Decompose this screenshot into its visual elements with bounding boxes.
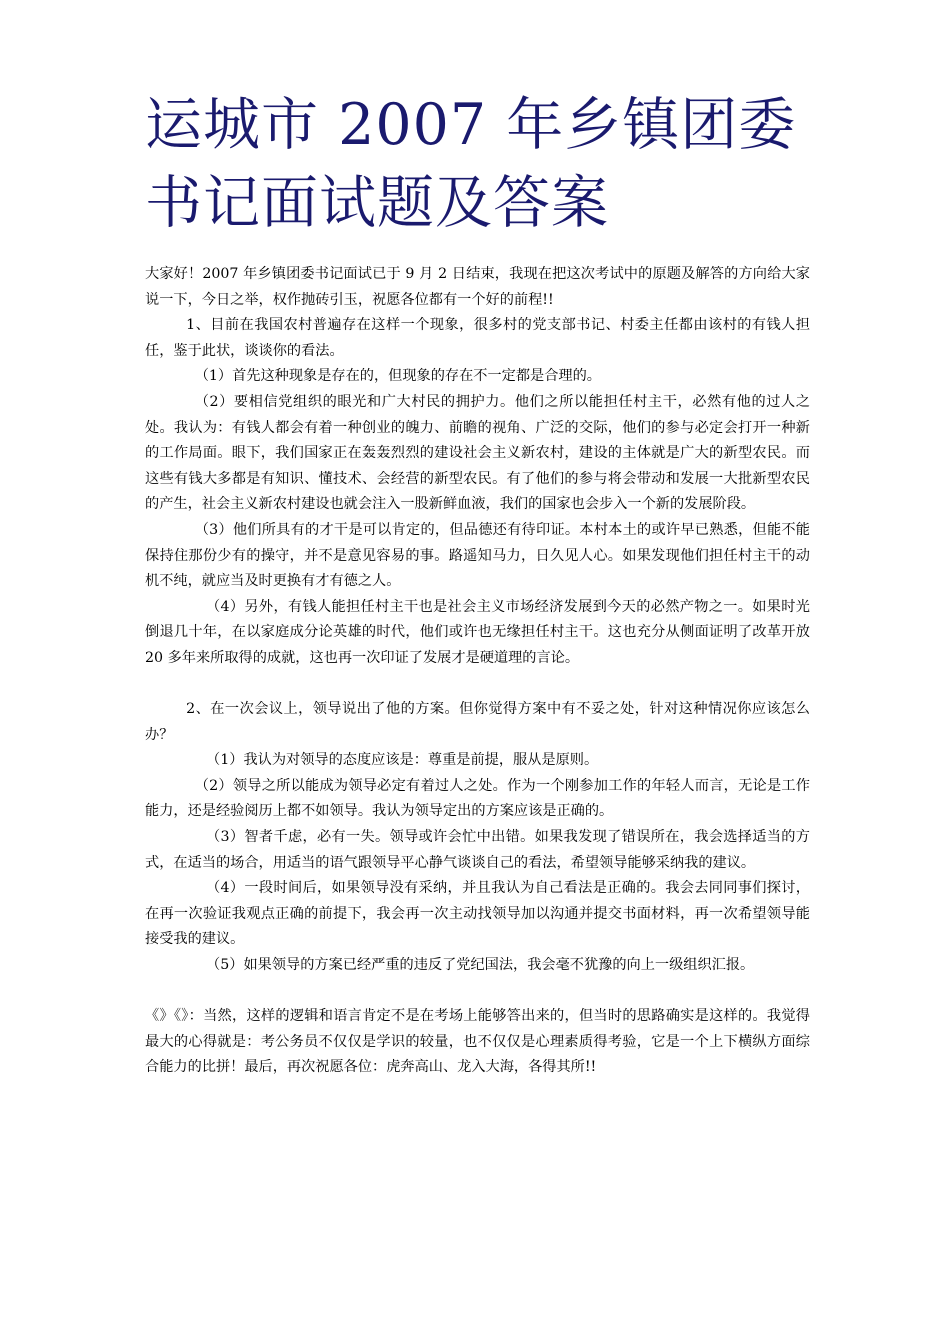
q2-answer-1: （1）我认为对领导的态度应该是：尊重是前提，服从是原则。 bbox=[206, 752, 599, 769]
intro-paragraph: 大家好！2007 年乡镇团委书记面试已于 9 月 2 日结束，我现在把这次考试中的原题及解答的方向给大家说一下，今日之举，权作抛砖引玉，祝愿各位都有一个好的前程!! bbox=[145, 266, 810, 308]
q2-answer-4: （4）一段时间后，如果领导没有采纳，并且我认为自己看法是正确的。我会去同同事们探讨，在再一次验证我观点正确的前提下，我会再一次主动找领导加以沟通并提交书面材料，再一次希望领导能接受我的建议。 bbox=[145, 880, 810, 948]
q1-answer-4: （4）另外，有钱人能担任村主干也是社会主义市场经济发展到今天的必然产物之一。如果时光倒退几十年，在以家庭成分论英雄的时代，他们或许也无缘担任村主干。这也充分从侧面证明了改革开放 20 多年来所取得的成就，这也再一次印证了发展才是硬道理的言论。 bbox=[145, 598, 810, 666]
q1-answer-2: （2）要相信党组织的眼光和广大村民的拥护力。他们之所以能担任村主干，必然有他的过人之处。我认为：有钱人都会有着一种创业的魄力、前瞻的视角、广泛的交际，他们的参与必定会打开一种新的工作局面。眼下，我们国家正在轰轰烈烈的建设社会主义新农村，建设的主体就是广大的新型农民。而这些有钱大多都是有知识、懂技术、会经营的新型农民。有了他们的参与将会带动和发展一大批新型农民的产生，社会主义新农村建设也就会注入一股新鲜血液，我们的国家也会步入一个新的发展阶段。 bbox=[145, 393, 810, 513]
section-spacer bbox=[145, 672, 810, 698]
section-spacer bbox=[145, 979, 810, 1005]
document-body bbox=[145, 262, 810, 1081]
page-title: 运城市 2007 年乡镇团委书记面试题及答案 bbox=[145, 92, 797, 236]
closing-paragraph: 《》《》：当然，这样的逻辑和语言肯定不是在考场上能够答出来的，但当时的思路确实是这样的。我觉得最大的心得就是：考公务员不仅仅是学识的较量，也不仅仅是心理素质得考验，它是一个上下横纵方面综合能力的比拼！最后，再次祝愿各位：虎奔高山、龙入大海，各得其所!! bbox=[145, 1008, 810, 1076]
q2-answer-3: （3）智者千虑，必有一失。领导或许会忙中出错。如果我发现了错误所在，我会选择适当的方式，在适当的场合，用适当的语气跟领导平心静气谈谈自己的看法，希望领导能够采纳我的建议。 bbox=[145, 829, 810, 871]
q1-answer-3: （3）他们所具有的才干是可以肯定的，但品德还有待印证。本村本土的或许早已熟悉，但能不能保持住那份少有的操守，并不是意见容易的事。路遥知马力，日久见人心。如果发现他们担任村主干的动机不纯，就应当及时更换有才有德之人。 bbox=[145, 521, 810, 590]
q2-answer-2: （2）领导之所以能成为领导必定有着过人之处。作为一个刚参加工作的年轻人而言，无论是工作能力，还是经验阅历上都不如领导。我认为领导定出的方案应该是正确的。 bbox=[145, 777, 810, 820]
q1-answer-1: （1）首先这种现象是存在的，但现象的存在不一定都是合理的。 bbox=[194, 368, 601, 385]
question-1: 1、目前在我国农村普遍存在这样一个现象，很多村的党支部书记、村委主任都由该村的有钱人担任，鉴于此状，谈谈你的看法。 bbox=[145, 317, 810, 359]
question-2: 2、在一次会议上，领导说出了他的方案。但你觉得方案中有不妥之处，针对这种情况你应该怎么办？ bbox=[145, 701, 810, 743]
q2-answer-5: （5）如果领导的方案已经严重的违反了党纪国法，我会毫不犹豫的向上一级组织汇报。 bbox=[206, 957, 755, 974]
